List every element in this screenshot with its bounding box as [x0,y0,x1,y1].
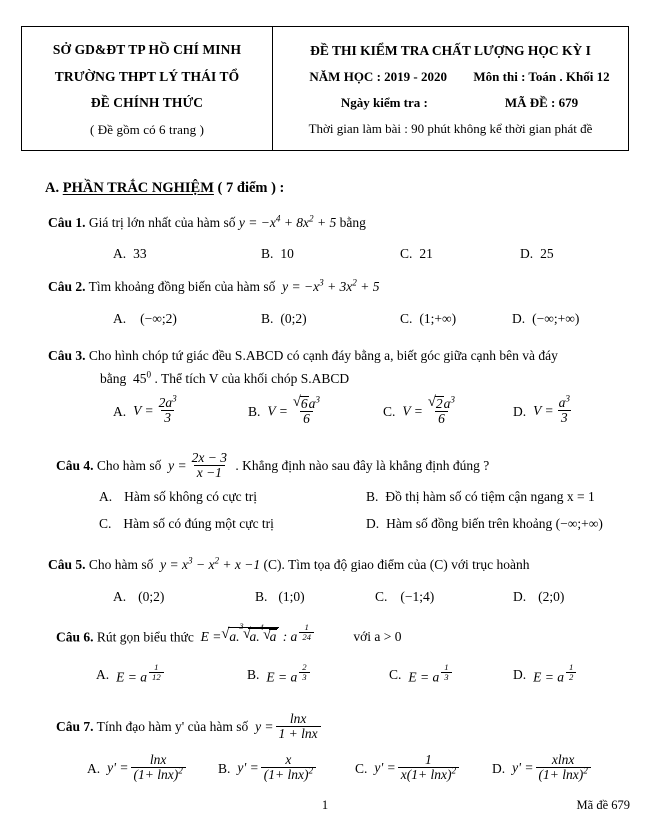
option-4-d[interactable] [366,516,603,532]
option-7-c[interactable] [355,754,461,783]
option-3-b[interactable] [248,394,325,427]
question-5-text-after: (C). Tìm tọa độ giao điểm của (C) với trục hoành [263,557,530,572]
option-7-b[interactable] [218,754,318,783]
question-2-formula: $y = -x^3 + 3x^2 + 5$ [278,277,380,294]
option-3-a[interactable] [113,393,182,426]
section-heading [45,180,284,197]
option-7-a-formula: y' = $\frac{\ln x}{(1+ \ln x)^2}$ [107,754,188,783]
option-3-d-letter: D. [513,403,527,419]
option-7-c-letter: C. [355,760,368,776]
option-4-a-text: Hàm số không có cực trị [124,489,258,504]
option-7-b-formula: y' = $\frac{x}{(1+ \ln x)^2}$ [237,754,318,783]
question-3-label: Câu 3. [48,348,86,363]
option-1-d[interactable] [520,246,554,262]
question-4-text-after: . Khẳng định nào sau đây là khẳng định đúng ? [235,457,490,473]
question-4-text-before: Cho hàm số [96,457,162,473]
option-3-d[interactable] [513,393,575,426]
question-7-formula: y = $\frac{\ln x}{1 + \ln x}$ [252,719,323,734]
option-7-d[interactable] [492,754,593,783]
section-title-underlined: PHẦN TRẮC NGHIỆM [62,180,214,196]
question-1-formula: $y = -x^4 + 8x^2 + 5$ [238,213,340,230]
option-5-c-text: (−1;4) [400,589,435,604]
question-3-stem-line1 [48,348,558,364]
option-6-b-formula: E = a $^{\frac{2}{3}}$ [266,664,311,685]
question-6-condition: với a > 0 [353,629,402,645]
option-5-c[interactable] [375,589,434,605]
option-5-c-letter: C. [375,589,388,604]
option-4-b-letter: B. [366,489,379,504]
option-2-d[interactable] [512,311,579,327]
option-2-b-letter: B. [261,311,274,326]
option-5-d[interactable] [513,589,564,605]
question-6-text-before: Rút gọn biểu thức [96,629,194,645]
option-6-a[interactable] [96,664,166,685]
question-3-line2-after: . Thể tích V của khối chóp S.ABCD [154,371,350,386]
option-3-b-formula: V = √ $\frac{6a^3}{6}$ [267,397,325,427]
question-3-text-line1: Cho hình chóp tứ giác đều S.ABCD có cạnh đáy bằng a, biết góc giữa cạnh bên và đáy [88,348,558,363]
question-7-text-before: Tính đạo hàm y' của hàm số [96,718,249,734]
option-6-c[interactable] [389,664,454,685]
question-7-label: Câu 7. [56,718,94,734]
exam-title: ĐỀ THI KIỂM TRA CHẤT LƯỢNG HỌC KỲ I [310,42,591,58]
question-3-angle: $45^0$ [133,369,152,386]
question-1-stem [48,215,366,231]
option-7-b-letter: B. [218,760,231,776]
option-5-d-text: (2;0) [538,589,565,604]
option-3-a-letter: A. [113,403,127,419]
option-1-b[interactable] [261,246,294,262]
option-5-a[interactable] [113,589,164,605]
option-2-b-text: (0;2) [280,311,307,326]
question-5-formula: $y = x^3 - x^2 + x -1$ [156,555,261,572]
question-5-text-before: Cho hàm số [88,557,154,572]
question-1-text-after: bằng [339,215,366,230]
option-6-d-letter: D. [513,666,527,682]
option-3-a-formula: V = $\frac{2a^3}{3}$ [133,393,177,426]
option-4-d-text: Hàm số đồng biến trên khoảng (−∞;+∞) [386,516,603,531]
header-right-cell [273,27,628,150]
option-2-a-letter: A. [113,311,127,326]
official-exam-label: ĐỀ CHÍNH THỨC [90,95,204,111]
option-2-c-text: (1;+∞) [419,311,457,326]
option-2-c-letter: C. [400,311,413,326]
exam-header-table [21,26,629,151]
option-4-b-text: Đồ thị hàm số có tiệm cận ngang x = 1 [385,489,595,504]
option-3-b-letter: B. [248,404,261,420]
school-name: TRƯỜNG THPT LÝ THÁI TỔ [54,68,240,84]
header-left-cell [22,27,273,150]
option-6-a-formula: E = a $^{\frac{1}{12}}$ [116,664,166,685]
option-4-a-letter: A. [99,489,113,504]
option-3-c-formula: V = √ $\frac{2a^3}{6}$ [402,397,460,427]
option-1-a-letter: A. [113,246,127,261]
option-5-b-text: (1;0) [278,589,305,604]
question-1-text-before: Giá trị lớn nhất của hàm số [88,215,236,230]
option-5-a-letter: A. [113,589,127,604]
option-6-d[interactable] [513,664,578,685]
option-3-c-letter: C. [383,404,396,420]
option-7-d-letter: D. [492,760,506,776]
subject-grade: Môn thi : Toán . Khối 12 [473,69,610,85]
option-6-b-letter: B. [247,666,260,682]
option-6-c-letter: C. [389,666,402,682]
option-1-c-text: 21 [419,246,433,261]
option-6-c-formula: E = a $^{\frac{1}{3}}$ [408,664,453,685]
option-4-c[interactable] [99,516,274,532]
question-3-stem-line2 [100,371,349,387]
option-4-d-letter: D. [366,516,380,531]
question-7-stem [56,713,323,742]
option-3-c[interactable] [383,394,460,427]
question-4-formula: y = $\frac{2x - 3}{x -1}$ [164,450,227,481]
option-7-a-letter: A. [87,760,101,776]
option-6-b[interactable] [247,664,312,685]
exam-duration: Thời gian làm bài : 90 phút không kể thời gian phát đề [308,121,593,137]
option-5-a-text: (0;2) [138,589,165,604]
option-1-c-letter: C. [400,246,413,261]
exam-date: Ngày kiểm tra : [340,95,428,111]
department-name: SỞ GD&ĐT TP HỒ CHÍ MINH [52,42,242,58]
option-2-c[interactable] [400,311,456,327]
question-5-stem [48,557,529,573]
question-2-text-before: Tìm khoảng đồng biến của hàm số [88,279,276,294]
page-count-note: ( Đề gồm có 6 trang ) [89,121,204,137]
question-4-label: Câu 4. [56,457,94,473]
option-5-d-letter: D. [513,589,527,604]
question-1-label: Câu 1. [48,215,86,230]
option-2-b[interactable] [261,311,307,327]
question-2-label: Câu 2. [48,279,86,294]
option-1-b-letter: B. [261,246,274,261]
question-5-label: Câu 5. [48,557,86,572]
option-7-d-formula: y' = $\frac{xlnx}{(1+ \ln x)^2}$ [512,754,593,783]
option-4-c-text: Hàm số có đúng một cực trị [123,516,274,531]
option-4-c-letter: C. [99,516,112,531]
section-suffix: ( 7 điểm ) : [213,180,285,196]
option-1-d-letter: D. [520,246,534,261]
question-6-formula: E = √ a. √ 3 a. √ 4 a : a $^{\frac{1}{24}}$ [197,629,316,644]
option-1-a[interactable] [113,246,147,262]
option-1-a-text: 33 [133,246,147,261]
option-6-d-formula: E = a $^{\frac{1}{2}}$ [533,664,578,685]
option-3-d-formula: V = $\frac{a^3}{3}$ [533,393,570,426]
option-4-a[interactable] [99,489,257,505]
option-2-d-letter: D. [512,311,526,326]
option-1-c[interactable] [400,246,433,262]
option-2-d-text: (−∞;+∞) [532,311,580,326]
option-2-a-text: (−∞;2) [140,311,177,326]
option-1-b-text: 10 [280,246,294,261]
option-6-a-letter: A. [96,666,110,682]
exam-code: MÃ ĐỀ : 679 [504,95,579,111]
question-4-stem [56,452,489,481]
option-7-a[interactable] [87,754,188,783]
question-3-line2-before: bằng [100,371,127,386]
section-prefix: A. [45,180,63,196]
option-4-b[interactable] [366,489,595,505]
question-2-stem [48,279,380,295]
school-year: NĂM HỌC : 2019 - 2020 [309,69,447,85]
option-5-b-letter: B. [255,589,268,604]
option-5-b[interactable] [255,589,305,605]
page-number: 1 [321,798,329,812]
year-subject-row [273,70,628,83]
question-6-stem [56,624,402,645]
option-1-d-text: 25 [540,246,554,261]
question-6-label: Câu 6. [56,629,94,645]
footer-exam-code: Mã đề 679 [576,798,630,812]
option-7-c-formula: y' = $\frac{1}{x(1+ \ln x)^2}$ [374,754,461,783]
date-code-row [273,96,628,109]
option-2-a[interactable] [113,311,177,327]
